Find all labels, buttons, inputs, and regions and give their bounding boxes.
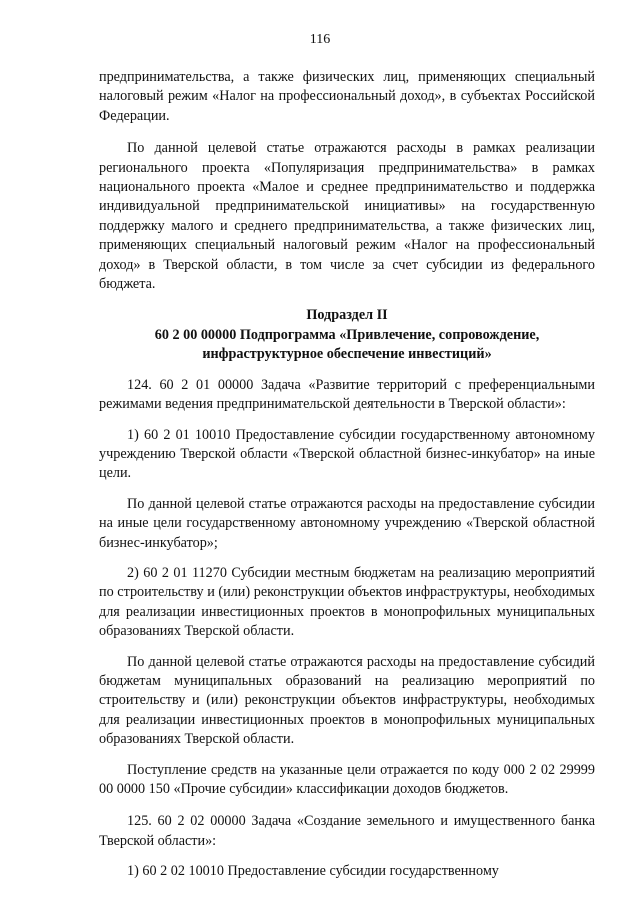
subprogram-title-line-1: 60 2 00 00000 Подпрограмма «Привлечение, сопровождение,	[154, 326, 540, 343]
task-125: 125. 60 2 02 00000 Задача «Создание земельного и имущественного банка Тверской области»:	[99, 813, 595, 849]
subsection-heading	[99, 306, 595, 364]
paragraph-regional-project: По данной целевой статье отражаются расходы в рамках реализации регионального проекта «Популяризация предпринимательства» в рамках национального проекта «Малое и среднее предпринимательство и поддержка индивидуальной предпринимательской инициативы» на государственную поддержку малого и среднего предпринимательства, а также физических лиц, применяющих специальный налоговый режим «Налог на профессиональный доход» в Тверской области, в том числе за счет субсидии из федерального бюджета.	[99, 140, 595, 293]
paragraph-continuation: предпринимательства, а также физических лиц, применяющих специальный налоговый режим «Налог на профессиональный доход», в субъектах Российской Федерации.	[99, 69, 595, 124]
task-124: 124. 60 2 01 00000 Задача «Развитие территорий с преференциальными режимами ведения предпринимательской деятельности в Тверской области»:	[99, 376, 595, 413]
subprogram-title-line-2: инфраструктурное обеспечение инвестиций»	[202, 346, 492, 363]
document-body	[99, 68, 595, 882]
paragraph-item-1-description: По данной целевой статье отражаются расходы на предоставление субсидии на иные цели государственному автономному учреждению «Тверской областной бизнес-инкубатор»;	[99, 495, 595, 551]
subsection-title: Подраздел II	[306, 307, 388, 324]
item-1-land-bank: 1) 60 2 02 10010 Предоставление субсидии государственному	[127, 863, 499, 880]
page-number: 116	[309, 32, 331, 47]
paragraph-item-2-description: По данной целевой статье отражаются расходы на предоставление субсидий бюджетам муниципальных образований на реализацию мероприятий по строительству и (или) реконструкции объектов инфраструктуры, необходимых для реализации инвестиционных проектов в монопрофильных муниципальных образованиях Тверской области.	[99, 653, 595, 748]
paragraph-income-code: Поступление средств на указанные цели отражается по коду 000 2 02 29999 00 0000 150 «Прочие субсидии» классификации доходов бюджетов.	[99, 761, 595, 797]
item-1-business-incubator: 1) 60 2 01 10010 Предоставление субсидии государственному автономному учреждению Тверской области «Тверской областной бизнес-инкубатор» на иные цели.	[99, 426, 595, 482]
item-2-monoprofile-subsidies: 2) 60 2 01 11270 Субсидии местным бюджетам на реализацию мероприятий по строительству и (или) реконструкции объектов инфраструктуры, необходимых для реализации инвестиционных проектов в монопрофильных муниципальных образованиях Тверской области.	[99, 564, 595, 640]
